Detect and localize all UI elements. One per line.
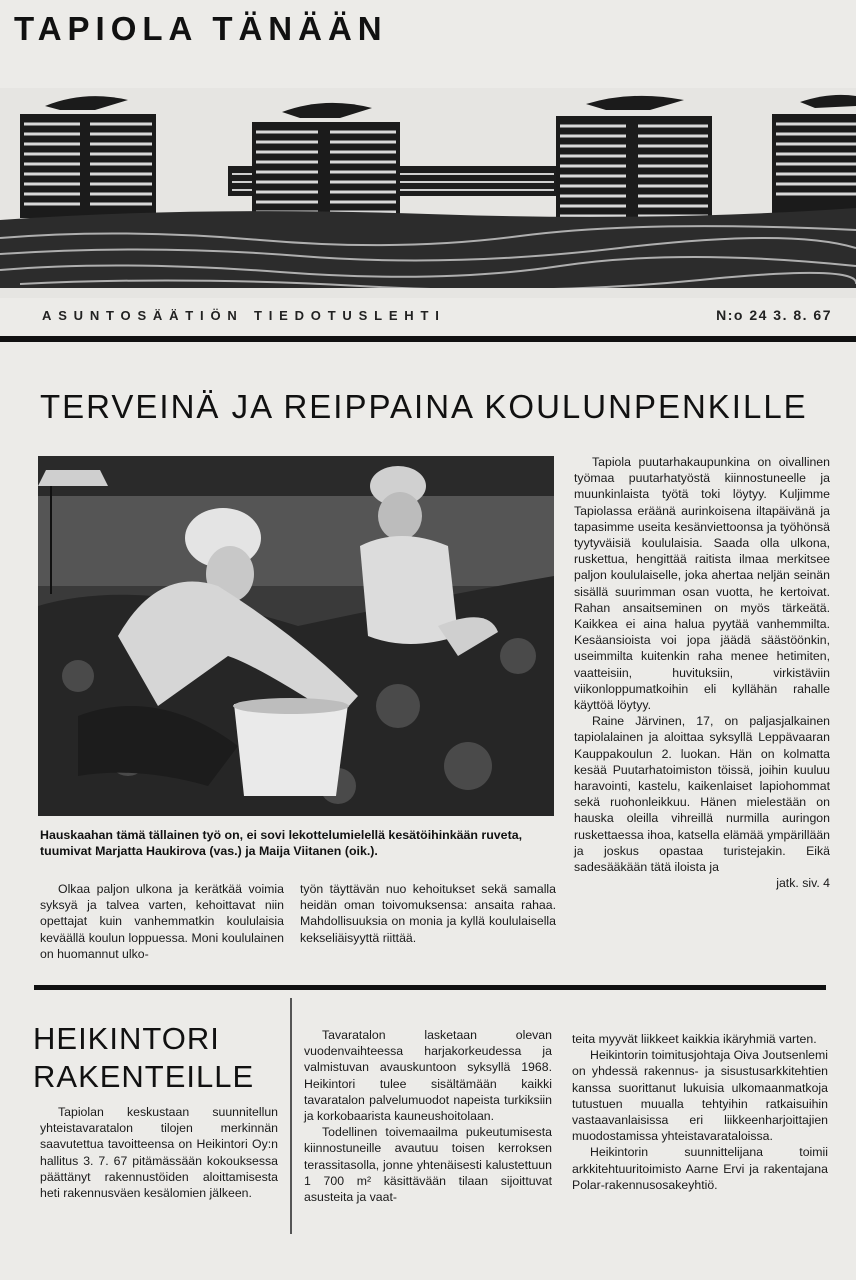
article-paragraph: Tavaratalon lasketaan olevan vuodenvaihteessa harjakorkeudessa ja valmistuvan avauskuntoon syksyllä 1968. Heikintori tulee sisältämään kaikki tavaratalon palvelumuodot napeista turkiksiin ja korkobaarista kauneushoitolaan. [304,1028,552,1124]
column-divider [290,998,292,1234]
headline-line: RAKENTEILLE [33,1059,255,1094]
headline-line: HEIKINTORI [33,1021,220,1056]
masthead-subbar [0,300,856,342]
article-paragraph: Heikintorin suunnittelijana toimii arkkitehtuuritoimisto Aarne Ervi ja rakentajana Polar-rakennusosakeyhtiö. [572,1145,828,1192]
article-photo [38,456,554,816]
article-paragraph: Olkaa paljon ulkona ja kerätkää voimia syksyä ja talvea varten, kehoittavat niin opettajat kuin vanhemmatkin koululaisia keväällä koulun loppuessa. Moni koululainen on huomannut ulko- [40,882,284,961]
publication-subtitle: ASUNTOSÄÄTIÖN TIEDOTUSLEHTI [42,308,446,323]
second-article-column-3 [572,1031,828,1193]
article-paragraph: Tapiola puutarhakaupunkina on oivallinen työmaa puutarhatyöstä kiinnostuneelle ja muunkinlaista työtä toki löytyy. Kuljimme Tapiolassa eräänä aurinkoisena iltapäivänä ja tapasimme useita kesänviettoonsa ja työhönsä tyytyväisiä koululaisia. Saada olla ulkona, ruskettua, hengittää raitista ilmaa merkitsee paljon koululaiselle, joka ahertaa neljän seinän sisällä suurimman osan vuotta, he kertoivat. Rahan ansaitseminen on myös tärkeätä. Kaikkea ei aina halua pyytää vanhemmilta. Kesäansioista voi jopa jäädä säästöönkin, useimmilta kuitenkin raha menee hetimiten, vaatteisiin, huvituksiin, virkistäviin viikonloppumatkoihin eli kyllähän rahalle käyttöä löytyy. [574,455,830,713]
article-paragraph: Heikintorin toimitusjohtaja Oiva Joutsenlemi on yhdessä rakennus- ja sisustusarkkitehtien kanssa suorittanut lukuisia ulkomaanmatkoja tutustuen muualla tehtyihin ratkaisuihin vastaavanlaisissa eri liikkeenharjoittajien muodostamissa yhteistavarataloissa. [572,1048,828,1144]
second-article-column-1 [40,1104,278,1201]
article-right-column [574,454,830,891]
article-paragraph: teita myyvät liikkeet kaikkia ikäryhmiä varten. [572,1032,817,1046]
second-article-column-2 [304,1027,552,1205]
issue-number-date: N:o 24 3. 8. 67 [716,307,832,323]
photo-caption: Hauskaahan tämä tällainen työ on, ei sovi lekottelumielellä kesätöihinkään ruveta, tuumivat Marjatta Haukirova (vas.) ja Maija Viitanen (oik.). [40,828,523,858]
continued-note: jatk. siv. 4 [776,876,830,891]
masthead-title: TAPIOLA TÄNÄÄN [14,10,388,47]
article-paragraph: Raine Järvinen, 17, on paljasjalkainen tapiolalainen ja aloittaa syksyllä Leppävaaran Kauppakoulun 2. luokan. Hän on kolmatta kesää Puutarhatoimiston töissä, joihin kuuluu haravointi, kastelu, kaikenlaiset lapiohommat sekä ruohonleikkuu. Hänen mielestään on hauska oleilla vihreillä nurmilla auringon ruskettaessa ihoa, katsella elämää ympärillään ja joskus opastaa turistejakin. Eikä sadesääkään tätä iloista ja [574,714,830,875]
article-column-2 [300,881,556,946]
second-article-headline [33,1020,254,1096]
masthead-skyline-illustration [0,88,856,298]
article-headline: TERVEINÄ JA REIPPAINA KOULUNPENKILLE [40,388,808,425]
section-divider [34,985,826,990]
article-paragraph: Todellinen toivemaailma pukeutumisesta kiinnostuneille avautuu toisen kerroksen terassitasolla, jonne yhtenäisesti kalustettuun 1 700 m² käsittävään tilaan sijoittuvat asusteita ja vaat- [304,1125,552,1205]
article-paragraph: työn täyttävän nuo kehoitukset sekä samalla heidän oman toivomuksensa: ansaita rahaa. Mahdollisuuksia on monia ja kyllä koululaisella kekseliäisyyttä riittää. [300,882,556,945]
article-column-1 [40,881,284,962]
article-paragraph: Tapiolan keskustaan suunnitellun yhteistavaratalon tilojen merkinnän saavutettua tavoitteensa on Heikintori Oy:n hallitus 3. 7. 67 pitämässään kokouksessa päättänyt rakennustöiden aloittamisesta heti rakennusväen kesälomien jälkeen. [40,1105,278,1201]
